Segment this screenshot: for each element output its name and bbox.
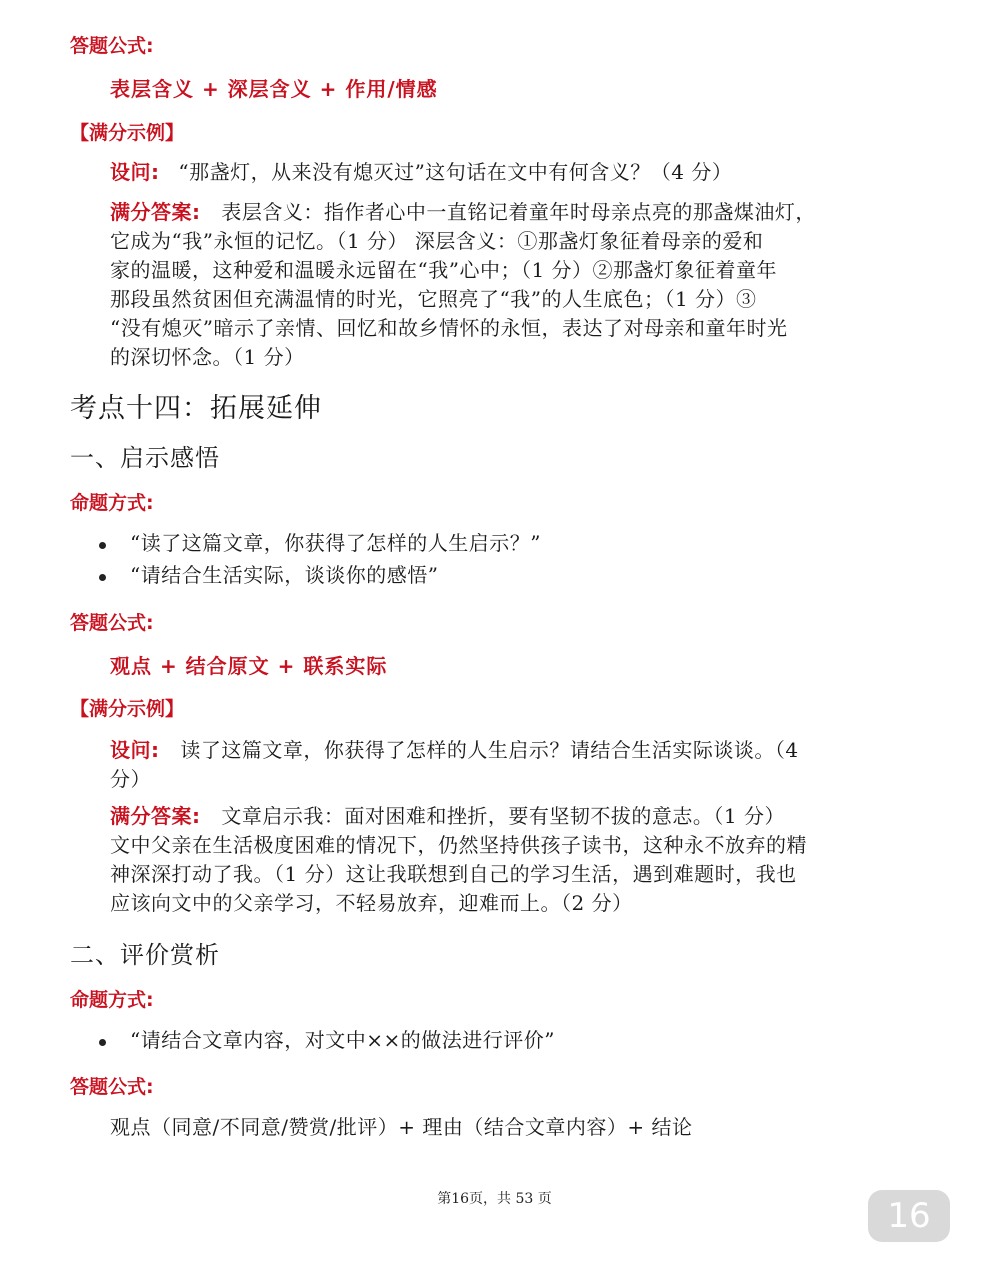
answer-line: 家的温暖，这种爱和温暖永远留在“我”心中；（1 分）②那盏灯象征着童年: [110, 258, 778, 282]
page-number-badge: 16: [868, 1190, 950, 1242]
answer-line: 文章启示我：面对困难和挫折，要有坚韧不拔的意志。（1 分）: [221, 804, 785, 828]
answer-block: [110, 802, 807, 918]
question-label: 设问:: [110, 738, 160, 762]
answer-block: [110, 198, 816, 372]
answer-label: 满分答案:: [110, 200, 201, 224]
answer-label: 满分答案:: [110, 804, 201, 828]
bullet-item: “读了这篇文章，你获得了怎样的人生启示？”: [130, 531, 541, 555]
answer-line: 应该向文中的父亲学习，不轻易放弃，迎难而上。（2 分）: [110, 891, 633, 915]
formula-text: 观点（同意/不同意/赞赏/批评）+ 理由（结合文章内容）+ 结论: [110, 1115, 693, 1139]
answer-line: 神深深打动了我。（1 分）这让我联想到自己的学习生活，遇到难题时，我也: [110, 862, 797, 886]
question-text: 读了这篇文章，你获得了怎样的人生启示？请结合生活实际谈谈。（4: [180, 738, 799, 762]
example-label: 【满分示例】: [70, 698, 185, 720]
question-text: “那盏灯，从来没有熄灭过”这句话在文中有何含义？（4 分）: [178, 160, 733, 184]
question-text: 分）: [110, 767, 151, 791]
answer-line: “没有熄灭”暗示了亲情、回忆和故乡情怀的永恒，表达了对母亲和童年时光: [110, 316, 788, 340]
example-label: 【满分示例】: [70, 122, 185, 144]
answer-line: 的深切怀念。（1 分）: [110, 345, 305, 369]
formula-text: 表层含义 + 深层含义 + 作用/情感: [110, 77, 438, 101]
bullet-icon: [99, 542, 106, 549]
question-block: [110, 736, 799, 794]
answer-line: 表层含义：指作者心中一直铭记着童年时母亲点亮的那盏煤油灯，: [221, 200, 816, 224]
answer-line: 那段虽然贫困但充满温情的时光，它照亮了“我”的人生底色；（1 分）③: [110, 287, 757, 311]
answer-line: 它成为“我”永恒的记忆。（1 分） 深层含义：①那盏灯象征着母亲的爱和: [110, 229, 764, 253]
bullet-icon: [99, 574, 106, 581]
formula-label: 答题公式:: [70, 1076, 154, 1098]
subsection-title: 一、启示感悟: [70, 444, 220, 472]
subsection-title: 二、评价赏析: [70, 941, 220, 969]
bullet-item: “请结合文章内容，对文中××的做法进行评价”: [130, 1028, 555, 1052]
question-label: 设问:: [110, 160, 160, 184]
bullet-item: “请结合生活实际，谈谈你的感悟”: [130, 563, 439, 587]
section-title: 考点十四：拓展延伸: [70, 393, 322, 424]
answer-line: 文中父亲在生活极度困难的情况下，仍然坚持供孩子读书，这种永不放弃的精: [110, 833, 807, 857]
question-row: [110, 158, 732, 187]
bullet-icon: [99, 1039, 106, 1046]
method-label: 命题方式:: [70, 492, 154, 514]
formula-label: 答题公式:: [70, 612, 154, 634]
formula-label: 答题公式:: [70, 35, 154, 57]
formula-text: 观点 + 结合原文 + 联系实际: [110, 654, 388, 678]
method-label: 命题方式:: [70, 989, 154, 1011]
page-footer: 第16页，共 53 页: [437, 1191, 552, 1207]
